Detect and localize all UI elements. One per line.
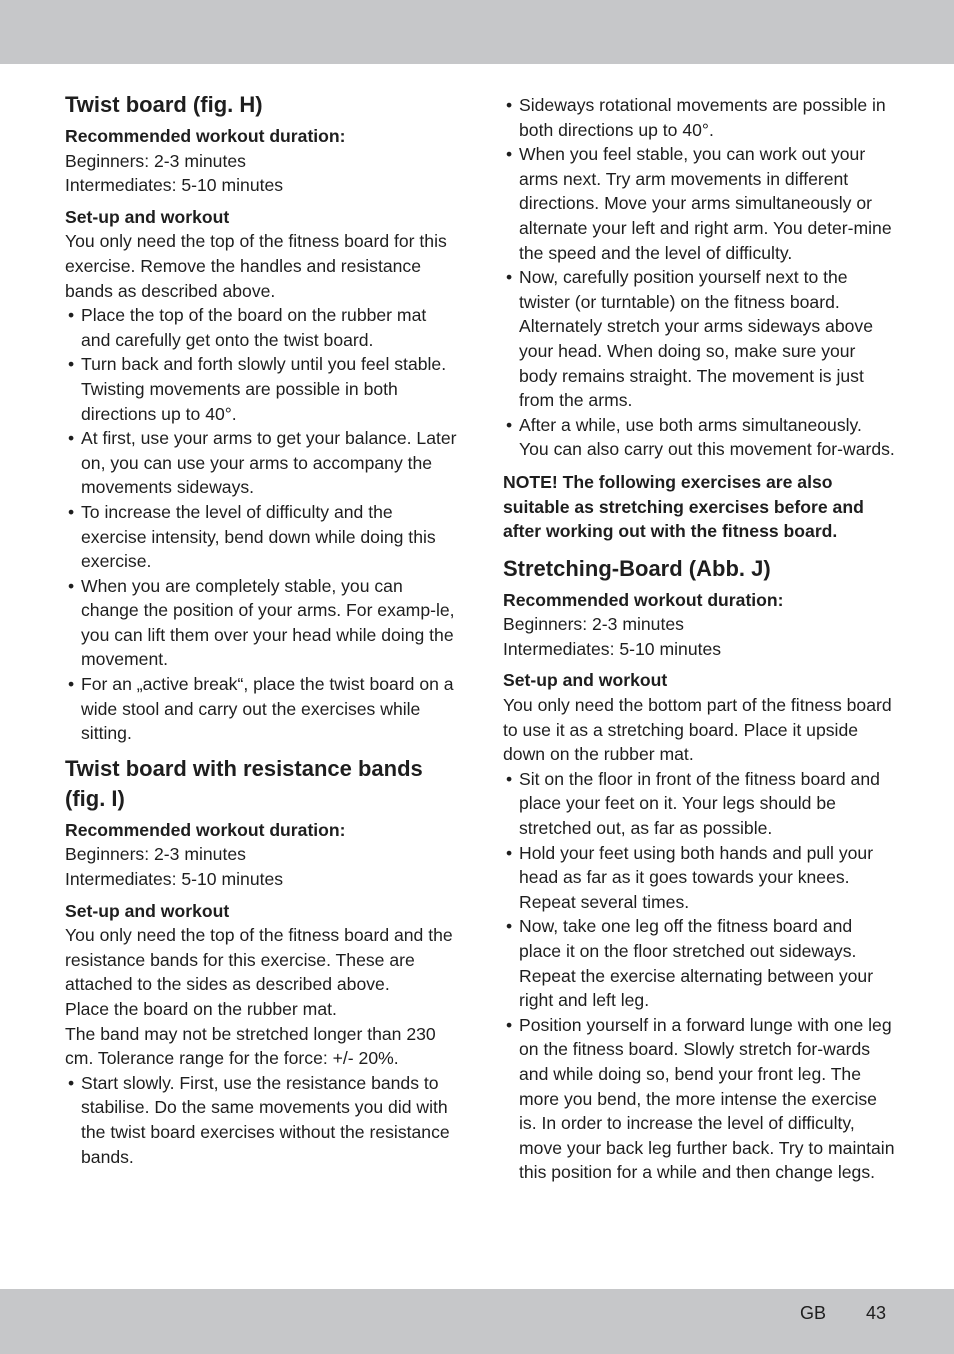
right-column [503,93,895,1185]
setup-intro: You only need the top of the fitness board and the resistance bands for this exercise. These are attached to the sides as described above. [65,925,453,995]
page-number: 43 [866,1303,887,1323]
beginners-duration: Beginners: 2-3 minutes [503,614,684,635]
setup-heading: Set-up and workout [503,670,668,691]
list-item: • Now, take one leg off the fitness board and place it on the floor stretched out sideways. Repeat the exercise alternating between your right and left leg. [503,914,895,1012]
section-title-twist-board: Twist board (fig. H) [65,92,263,117]
setup-intro-3: The band may not be stretched longer than 230 cm. Tolerance range for the force: +/- 20%. [65,1023,436,1069]
bullet-list [65,303,457,746]
list-item: • Position yourself in a forward lunge with one leg on the fitness board. Slowly stretch for-wards and while doing so, bend your front leg. The more you bend, the more intense the exercise is. In order to increase the level of difficulty, move your back leg further back. Try to maintain this position for a while and then change legs. [503,1013,895,1185]
list-item: • At first, use your arms to get your balance. Later on, you can use your arms to accompany the movements sideways. [65,426,457,500]
note-text: NOTE! The following exercises are also suitable as stretching exercises before and after working out with the fitness board. [503,471,864,542]
setup-intro: You only need the bottom part of the fitness board to use it as a stretching board. Place it upside down on the rubber mat. [503,695,892,765]
list-item: • Now, carefully position yourself next to the twister (or turntable) on the fitness board. Alternately stretch your arms sideways above your head. When doing so, make sure your body remains straight. The movement is just from the arms. [503,265,895,413]
list-item: • To increase the level of difficulty and the exercise intensity, bend down while doing this exercise. [65,500,457,574]
bullet-list [503,93,895,462]
list-item: • Hold your feet using both hands and pull your head as far as it goes towards your knees. Repeat several times. [503,841,895,915]
list-item: • Start slowly. First, use the resistance bands to stabilise. Do the same movements you did with the twist board exercises without the resistance bands. [65,1071,457,1169]
beginners-duration: Beginners: 2-3 minutes [65,150,246,171]
setup-heading: Set-up and workout [65,206,230,227]
list-item: • Turn back and forth slowly until you feel stable. Twisting movements are possible in both directions up to 40°. [65,352,457,426]
setup-intro: You only need the top of the fitness board for this exercise. Remove the handles and resistance bands as described above. [65,231,447,301]
list-item: • When you feel stable, you can work out your arms next. Try arm movements in different directions. Move your arms simultaneously or alternate your left and right arm. You deter-mine the speed and the level of difficulty. [503,142,895,265]
duration-heading: Recommended workout duration: [65,126,346,146]
language-code: GB [800,1303,827,1323]
list-item: • Sideways rotational movements are possible in both directions up to 40°. [503,93,895,142]
bullet-list [65,1071,457,1169]
intermediates-duration: Intermediates: 5-10 minutes [65,175,284,196]
section-title-stretching-board: Stretching-Board (Abb. J) [503,555,771,581]
list-item: • For an „active break“, place the twist board on a wide stool and carry out the exercises while sitting. [65,672,457,746]
intermediates-duration: Intermediates: 5-10 minutes [65,869,284,890]
left-column [65,90,457,1169]
duration-heading: Recommended workout duration: [65,819,346,840]
section-title-resistance-bands: Twist board with resistance bands (fig. I) [65,755,423,811]
list-item: • After a while, use both arms simultaneously. You can also carry out this movement for-wards. [503,413,895,462]
intermediates-duration: Intermediates: 5-10 minutes [503,638,722,659]
setup-intro-2: Place the board on the rubber mat. [65,999,337,1019]
beginners-duration: Beginners: 2-3 minutes [65,844,246,865]
setup-heading: Set-up and workout [65,900,230,921]
list-item: • Sit on the floor in front of the fitness board and place your feet on it. Your legs should be stretched out, as far as possible. [503,767,895,841]
header-band [0,0,954,64]
duration-heading: Recommended workout duration: [503,589,784,610]
list-item: • Place the top of the board on the rubber mat and carefully get onto the twist board. [65,303,457,352]
bullet-list [503,767,895,1185]
list-item: • When you are completely stable, you can change the position of your arms. For examp-le, you can lift them over your head while doing the movement. [65,574,457,672]
